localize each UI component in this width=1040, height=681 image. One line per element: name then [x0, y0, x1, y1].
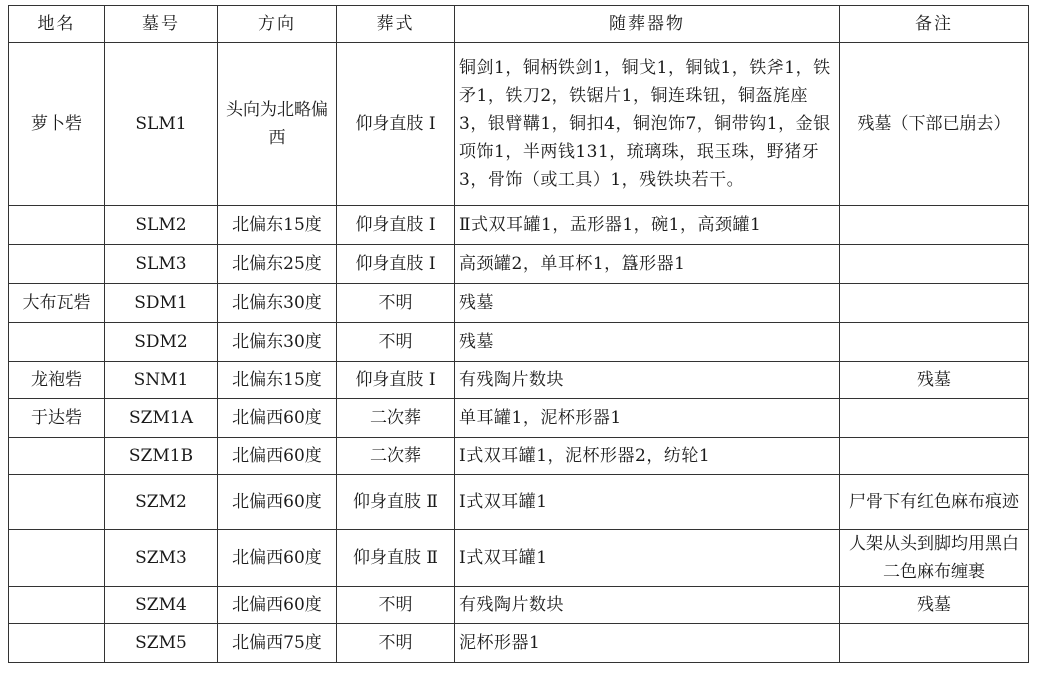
cell-grave-goods: Ⅰ式双耳罐1，泥杯形器2，纺轮1 [455, 438, 840, 475]
cell-site [9, 587, 105, 624]
cell-tomb-no: SLM2 [105, 206, 218, 245]
cell-notes [840, 399, 1029, 438]
cell-tomb-no: SDM1 [105, 284, 218, 323]
cell-orientation: 北偏西60度 [218, 399, 337, 438]
cell-orientation: 北偏东25度 [218, 245, 337, 284]
cell-orientation: 北偏西75度 [218, 624, 337, 663]
table-row [9, 284, 1029, 323]
cell-orientation: 北偏西60度 [218, 530, 337, 587]
cell-grave-goods: 泥杯形器1 [455, 624, 840, 663]
table-row [9, 438, 1029, 475]
cell-site [9, 245, 105, 284]
table-header [9, 6, 1029, 43]
cell-site [9, 323, 105, 362]
table-row [9, 362, 1029, 399]
header-notes: 备注 [840, 6, 1029, 43]
cell-orientation: 北偏西60度 [218, 475, 337, 530]
cell-grave-goods: 残墓 [455, 284, 840, 323]
cell-site [9, 530, 105, 587]
cell-tomb-no: SNM1 [105, 362, 218, 399]
header-site: 地名 [9, 6, 105, 43]
table-body [9, 43, 1029, 663]
cell-notes: 残墓 [840, 362, 1029, 399]
cell-grave-goods: Ⅰ式双耳罐1 [455, 475, 840, 530]
table-row [9, 530, 1029, 587]
cell-burial-style: 仰身直肢 Ⅰ [337, 245, 455, 284]
cell-grave-goods: 铜剑1，铜柄铁剑1，铜戈1，铜钺1，铁斧1，铁矛1，铁刀2，铁锯片1，铜连珠钮，铜盔旄座3，银臂鞲1，铜扣4，铜泡饰7，铜带钩1，金银项饰1，半两钱131，琉璃珠，珉玉珠，野猪牙3，骨饰（或工具）1，残铁块若干。 [455, 43, 840, 206]
cell-tomb-no: SDM2 [105, 323, 218, 362]
cell-site: 于达砦 [9, 399, 105, 438]
cell-tomb-no: SZM5 [105, 624, 218, 663]
cell-site: 龙袍砦 [9, 362, 105, 399]
cell-site: 大布瓦砦 [9, 284, 105, 323]
table-row [9, 475, 1029, 530]
cell-site [9, 475, 105, 530]
cell-burial-style: 仰身直肢 Ⅱ [337, 530, 455, 587]
cell-grave-goods: 残墓 [455, 323, 840, 362]
cell-orientation: 北偏东30度 [218, 284, 337, 323]
cell-orientation: 北偏西60度 [218, 438, 337, 475]
cell-burial-style: 二次葬 [337, 438, 455, 475]
cell-orientation: 北偏东15度 [218, 206, 337, 245]
cell-orientation: 头向为北略偏西 [218, 43, 337, 206]
cell-site [9, 438, 105, 475]
header-orientation: 方向 [218, 6, 337, 43]
cell-tomb-no: SZM1B [105, 438, 218, 475]
header-burial-style: 葬式 [337, 6, 455, 43]
cell-tomb-no: SZM1A [105, 399, 218, 438]
cell-grave-goods: 有残陶片数块 [455, 362, 840, 399]
cell-orientation: 北偏西60度 [218, 587, 337, 624]
cell-tomb-no: SZM2 [105, 475, 218, 530]
cell-burial-style: 不明 [337, 624, 455, 663]
cell-grave-goods: Ⅰ式双耳罐1 [455, 530, 840, 587]
cell-orientation: 北偏东30度 [218, 323, 337, 362]
cell-site [9, 624, 105, 663]
cell-grave-goods: 单耳罐1，泥杯形器1 [455, 399, 840, 438]
cell-site: 萝卜砦 [9, 43, 105, 206]
cell-notes [840, 206, 1029, 245]
cell-notes: 人架从头到脚均用黑白二色麻布缠裹 [840, 530, 1029, 587]
header-row [9, 6, 1029, 43]
table-row [9, 323, 1029, 362]
cell-burial-style: 仰身直肢 Ⅰ [337, 43, 455, 206]
cell-burial-style: 不明 [337, 323, 455, 362]
cell-burial-style: 仰身直肢 Ⅰ [337, 362, 455, 399]
cell-notes [840, 624, 1029, 663]
cell-site [9, 206, 105, 245]
table-row [9, 399, 1029, 438]
cell-tomb-no: SLM3 [105, 245, 218, 284]
cell-grave-goods: Ⅱ式双耳罐1，盂形器1，碗1，高颈罐1 [455, 206, 840, 245]
header-grave-goods: 随葬器物 [455, 6, 840, 43]
cell-notes: 尸骨下有红色麻布痕迹 [840, 475, 1029, 530]
cell-tomb-no: SZM4 [105, 587, 218, 624]
table-row [9, 43, 1029, 206]
tomb-table [8, 5, 1029, 663]
cell-notes [840, 323, 1029, 362]
cell-burial-style: 不明 [337, 587, 455, 624]
cell-tomb-no: SZM3 [105, 530, 218, 587]
cell-notes [840, 245, 1029, 284]
cell-notes [840, 284, 1029, 323]
cell-notes [840, 438, 1029, 475]
cell-burial-style: 二次葬 [337, 399, 455, 438]
cell-burial-style: 仰身直肢 Ⅱ [337, 475, 455, 530]
cell-notes: 残墓（下部已崩去） [840, 43, 1029, 206]
cell-tomb-no: SLM1 [105, 43, 218, 206]
cell-orientation: 北偏东15度 [218, 362, 337, 399]
table-row [9, 245, 1029, 284]
cell-grave-goods: 高颈罐2，单耳杯1，簋形器1 [455, 245, 840, 284]
table-row [9, 587, 1029, 624]
cell-burial-style: 仰身直肢 Ⅰ [337, 206, 455, 245]
cell-grave-goods: 有残陶片数块 [455, 587, 840, 624]
cell-burial-style: 不明 [337, 284, 455, 323]
header-tomb-no: 墓号 [105, 6, 218, 43]
table-row [9, 206, 1029, 245]
table-row [9, 624, 1029, 663]
cell-notes: 残墓 [840, 587, 1029, 624]
